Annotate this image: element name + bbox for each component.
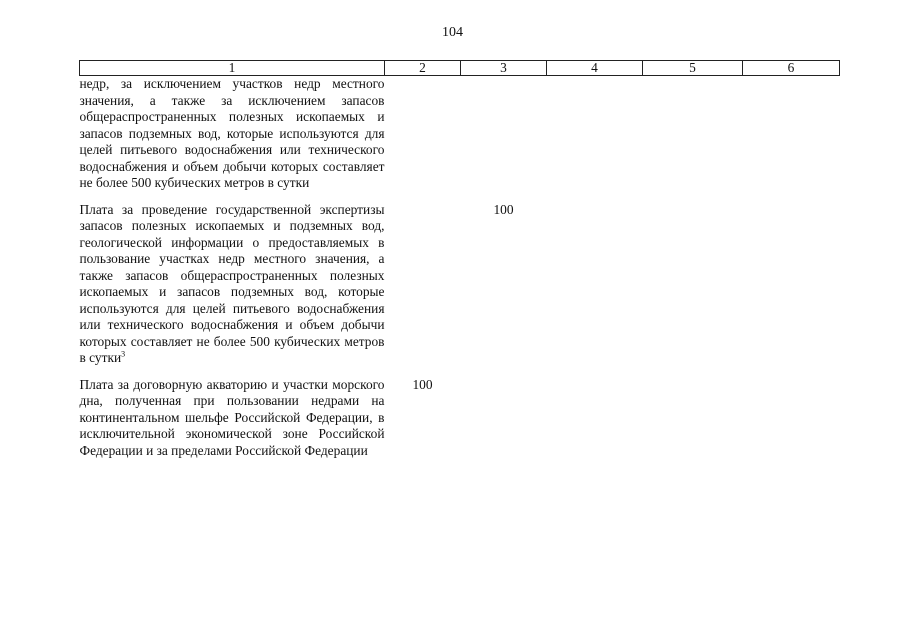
cell-col-3	[461, 76, 547, 192]
cell-col-4	[547, 76, 643, 192]
cell-col-6	[743, 76, 840, 192]
table-row	[80, 76, 840, 192]
budget-table	[79, 60, 840, 459]
table-row	[80, 377, 840, 460]
column-header-4: 4	[547, 61, 643, 76]
column-header-6: 6	[743, 61, 840, 76]
column-header-5: 5	[643, 61, 743, 76]
column-number-row	[80, 61, 840, 76]
cell-col-6	[743, 202, 840, 367]
row-description: Плата за проведение государственной экспертизы запасов полезных ископаемых и подземных вод, геологической информации о предоставляемых в пользование участках недр местного значения, а также запасов общераспространенных полезных ископаемых и запасов подземных вод, которые используются для целей питьевого водоснабжения или технического водоснабжения и объем добычи которых составляет не более 500 кубических метров в сутки$^3$	[79, 201, 385, 365]
column-header-3: 3	[461, 61, 547, 76]
cell-col-3	[461, 377, 547, 460]
cell-col-5	[643, 76, 743, 192]
cell-col-3: 100	[493, 201, 514, 217]
page-number: 104	[442, 25, 463, 40]
row-description: недр, за исключением участков недр местного значения, а также за исключением запасов общераспространенных полезных ископаемых и запасов подземных вод, которые используются для целей питьевого водоснабжения или технического водоснабжения и объем добычи которых составляет не более 500 кубических метров в сутки	[79, 76, 385, 190]
footnote-mark: 3	[121, 349, 126, 359]
cell-col-4	[547, 377, 643, 460]
cell-col-2	[385, 202, 461, 367]
cell-col-2: 100	[412, 376, 433, 392]
column-header-2: 2	[385, 61, 461, 76]
cell-col-6	[743, 377, 840, 460]
table-row	[80, 202, 840, 367]
row-description: Плата за договорную акваторию и участки морского дна, полученная при пользовании недрами на континентальном шельфе Российской Федерации, в исключительной экономической зоне Российской Федерации и за пределами Российской Федерации	[79, 376, 385, 458]
cell-col-5	[643, 377, 743, 460]
cell-col-5	[643, 202, 743, 367]
cell-col-4	[547, 202, 643, 367]
cell-col-2	[385, 76, 461, 192]
column-header-1: 1	[80, 61, 385, 76]
